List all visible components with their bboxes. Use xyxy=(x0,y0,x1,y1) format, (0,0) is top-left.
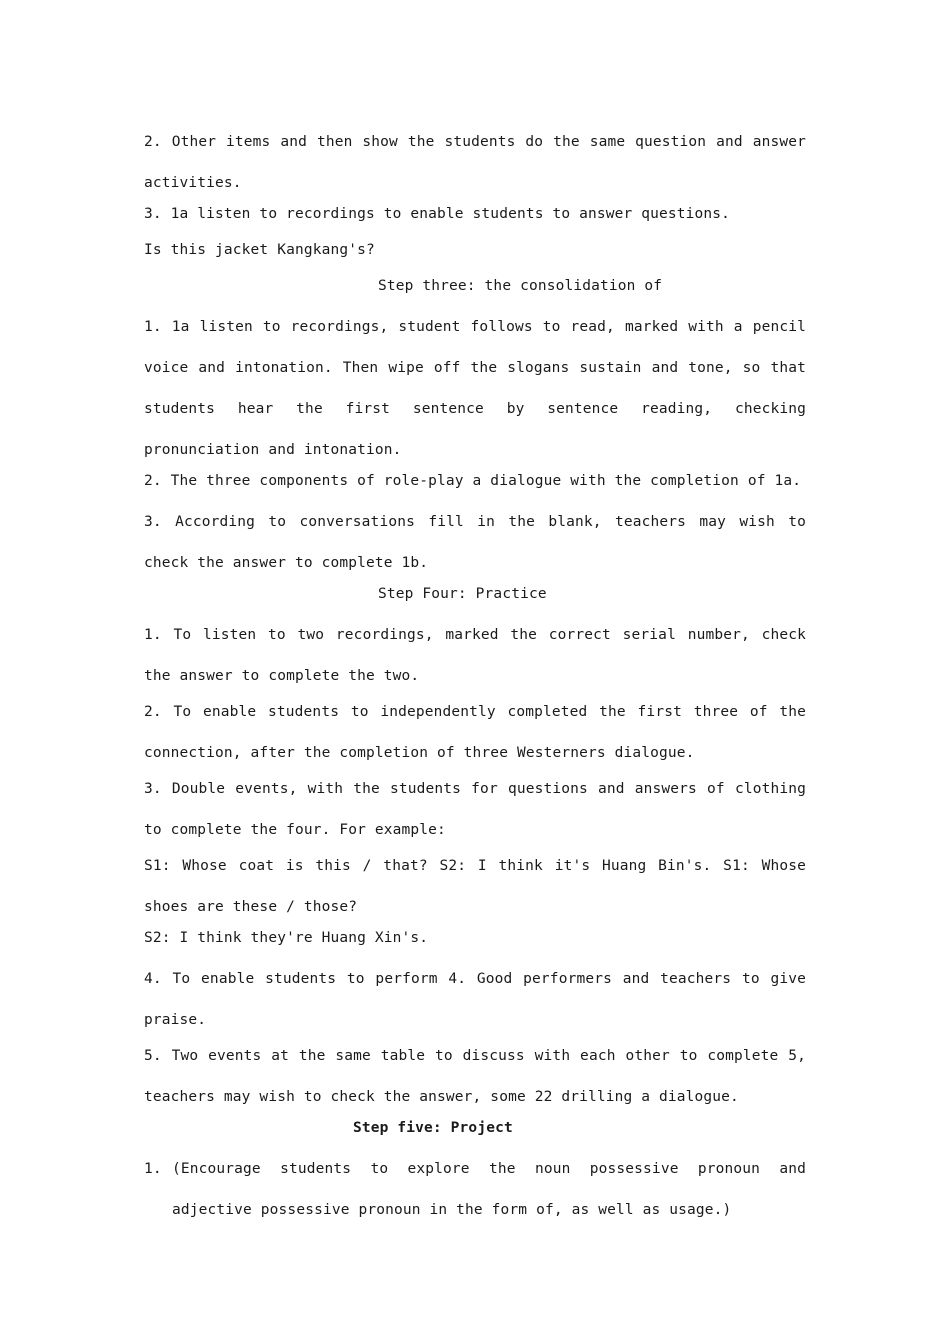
heading-step-three: Step three: the consolidation of xyxy=(378,278,663,294)
list-number: 1. xyxy=(144,1161,162,1177)
paragraph-step3-item1: 1. 1a listen to recordings, student follows to read, marked with a pencil voice and intonation. Then wipe off the slogans sustain and tone, so that students hear the first sentence by sentence reading, checking pronunciation and intonation. xyxy=(144,319,806,458)
paragraph-step3-item2: 2. The three components of role-play a dialogue with the completion of 1a. xyxy=(144,473,802,489)
paragraph-step2-item2: 2. Other items and then show the students do the same question and answer activities. xyxy=(144,134,806,191)
paragraph-step4-item3: 3. Double events, with the students for questions and answers of clothing to complete the four. For example: xyxy=(144,781,806,838)
paragraph-step5-item1 xyxy=(144,1149,806,1231)
paragraph-step4-item5: 5. Two events at the same table to discuss with each other to complete 5, teachers may wish to check the answer, some 22 drilling a dialogue. xyxy=(144,1048,806,1105)
paragraph-question: Is this jacket Kangkang's? xyxy=(144,242,375,258)
paragraph-step4-item2: 2. To enable students to independently completed the first three of the connection, after the completion of three Westerners dialogue. xyxy=(144,704,806,761)
paragraph-step3-item3: 3. According to conversations fill in the blank, teachers may wish to check the answer to complete 1b. xyxy=(144,514,806,571)
paragraph-step4-item1: 1. To listen to two recordings, marked the correct serial number, check the answer to complete the two. xyxy=(144,627,806,684)
list-text: (Encourage students to explore the noun possessive pronoun and adjective possessive pronoun in the form of, as well as usage.) xyxy=(172,1161,806,1218)
heading-step-four: Step Four: Practice xyxy=(378,586,547,602)
paragraph-step4-item4: 4. To enable students to perform 4. Good performers and teachers to give praise. xyxy=(144,971,806,1028)
paragraph-step2-item3: 3. 1a listen to recordings to enable students to answer questions. xyxy=(144,206,731,222)
paragraph-example-dialogue-2: S2: I think they're Huang Xin's. xyxy=(144,930,429,946)
paragraph-example-dialogue-1: S1: Whose coat is this / that? S2: I think it's Huang Bin's. S1: Whose shoes are these / those? xyxy=(144,858,806,915)
heading-step-five: Step five: Project xyxy=(353,1120,513,1136)
document-page xyxy=(144,122,806,1231)
